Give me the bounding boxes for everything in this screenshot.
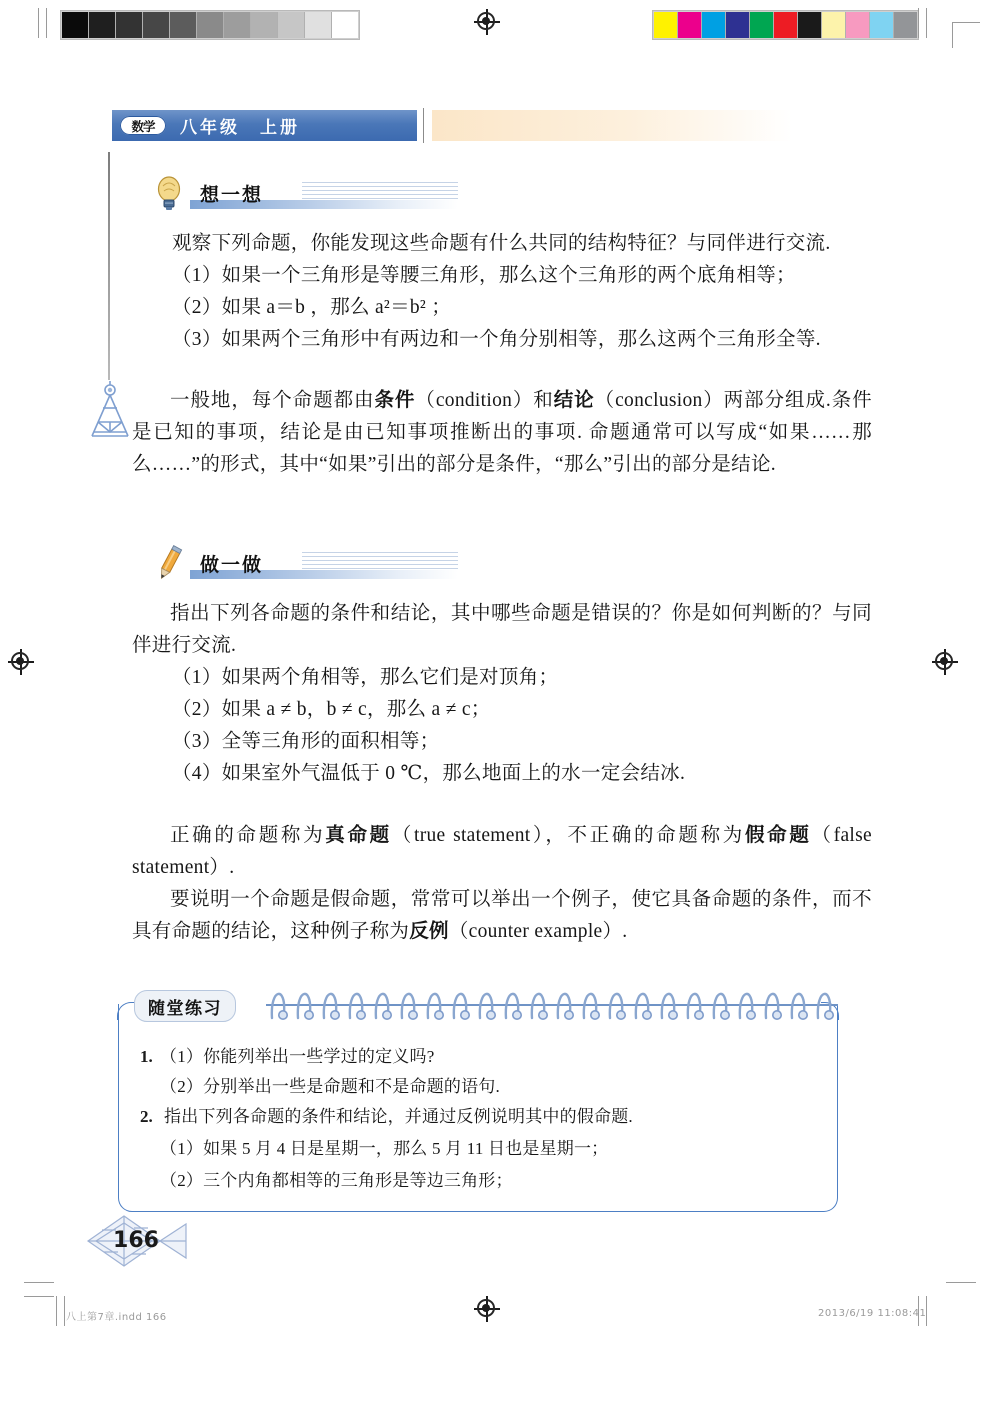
color-swatch-9 xyxy=(870,12,894,38)
print-footer xyxy=(0,1300,1000,1340)
print-calibration-strip xyxy=(0,0,1000,50)
crop-corner-h-bottom-right xyxy=(946,1282,976,1283)
margin-rule xyxy=(108,152,110,380)
footer-timestamp: 2013/6/19 11:08:41 xyxy=(818,1308,927,1319)
definition-tail: 两部分组成.条件是已知的事项，结论是由已知事项推断出的事项. 命题通常可以写成“如果……那么……”的形式，其中“如果”引出的部分是条件，“那么”引出的部分是结论. xyxy=(132,390,872,475)
exercise-2-line-2: （1）如果 5 月 4 日是星期一，那么 5 月 11 日也是星期一； xyxy=(160,1139,609,1158)
truefalse-lead: 正确的命题称为 xyxy=(170,825,326,846)
do-intro-text: 指出下列各命题的条件和结论，其中哪些命题是错误的？你是如何判断的？与同伴进行交流. xyxy=(132,603,872,656)
term-conclusion: 结论 xyxy=(553,390,595,411)
term-counter-example: 反例 xyxy=(409,921,449,942)
crop-corner-h-bottom-left-2 xyxy=(24,1296,54,1297)
color-swatch-4 xyxy=(750,12,774,38)
page-number: 166 xyxy=(113,1228,159,1253)
think-intro-text: 观察下列命题，你能发现这些命题有什么共同的结构特征？与同伴进行交流. xyxy=(172,233,831,254)
definition-paragraph xyxy=(132,385,872,481)
exercise-1-line-2: （2）分别举出一些是命题和不是命题的语句. xyxy=(160,1077,500,1096)
crop-corner-v-right xyxy=(952,22,953,48)
grayscale-swatch-2 xyxy=(116,12,143,38)
do-item-2-text: （2）如果 a ≠ b，b ≠ c，那么 a ≠ c； xyxy=(172,699,491,720)
definition-lead: 一般地，每个命题都由 xyxy=(170,390,375,411)
compass-tool-icon xyxy=(84,378,136,440)
section-label-think: 想一想 xyxy=(200,184,264,206)
grayscale-swatch-4 xyxy=(170,12,197,38)
term-condition-en: （condition） xyxy=(415,390,534,411)
grayscale-swatch-1 xyxy=(89,12,116,38)
do-item-4-text: （4）如果室外气温低于 0 ℃，那么地面上的水一定会结冰. xyxy=(172,763,686,784)
footer-file-label: 八上第7章.indd 166 xyxy=(66,1312,167,1323)
grayscale-calibration-bar xyxy=(60,10,360,40)
pencil-icon xyxy=(152,544,186,582)
do-item-1 xyxy=(172,662,558,694)
grayscale-swatch-0 xyxy=(62,12,89,38)
exercise-2-line-3: （2）三个内角都相等的三角形是等边三角形； xyxy=(160,1171,513,1190)
page-title: 八年级 上册 xyxy=(180,118,300,138)
definition-mid: 和 xyxy=(533,390,554,411)
color-swatch-2 xyxy=(702,12,726,38)
term-true-statement-en: （true statement） xyxy=(391,825,546,846)
think-item-3-text: （3）如果两个三角形中有两边和一个角分别相等，那么这两个三角形全等. xyxy=(172,329,821,350)
term-conclusion-en: （conclusion） xyxy=(594,390,724,411)
grayscale-swatch-5 xyxy=(197,12,224,38)
crop-rule-left-2 xyxy=(46,8,47,38)
color-calibration-bar xyxy=(652,10,919,40)
crop-rule-right-2 xyxy=(926,8,927,38)
do-item-3-text: （3）全等三角形的面积相等； xyxy=(172,731,440,752)
subject-badge: 数学 xyxy=(120,116,166,135)
color-swatch-1 xyxy=(678,12,702,38)
grayscale-swatch-7 xyxy=(251,12,278,38)
crop-corner-h-right xyxy=(952,22,980,23)
heading-stripes-do xyxy=(302,552,458,570)
color-swatch-10 xyxy=(894,12,917,38)
heading-stripes xyxy=(302,182,458,200)
banner-accent-bar xyxy=(432,110,792,141)
color-swatch-3 xyxy=(726,12,750,38)
color-swatch-0 xyxy=(654,12,678,38)
textbook-page xyxy=(0,60,1000,1280)
grayscale-swatch-9 xyxy=(305,12,332,38)
truefalse-mid: ，不正确的命题称为 xyxy=(545,825,745,846)
term-condition: 条件 xyxy=(374,390,416,411)
crop-rule-left xyxy=(38,8,39,38)
exercise-1-line-1: （1）你能列举出一些学过的定义吗? xyxy=(160,1047,435,1066)
crop-corner-h-bottom-left xyxy=(24,1282,54,1283)
truefalse-paragraph xyxy=(132,820,872,884)
color-swatch-6 xyxy=(798,12,822,38)
color-swatch-8 xyxy=(846,12,870,38)
term-true-statement: 真命题 xyxy=(325,825,392,846)
banner-divider xyxy=(423,108,424,143)
exercise-2-number: 2. xyxy=(140,1107,153,1126)
do-item-1-text: （1）如果两个角相等，那么它们是对顶角； xyxy=(172,667,559,688)
grayscale-swatch-8 xyxy=(278,12,305,38)
grayscale-swatch-6 xyxy=(224,12,251,38)
spiral-binding-rings-icon xyxy=(266,982,838,1028)
think-item-1-text: （1）如果一个三角形是等腰三角形，那么这个三角形的两个底角相等； xyxy=(172,265,796,286)
practice-box xyxy=(118,990,838,1212)
color-swatch-7 xyxy=(822,12,846,38)
page-header-banner xyxy=(112,110,417,141)
registration-mark-top-icon xyxy=(474,9,500,35)
lightbulb-icon xyxy=(152,174,186,212)
term-false-statement: 假命题 xyxy=(744,825,812,846)
term-false-statement-en: （false statement）. xyxy=(132,825,872,878)
practice-tab-label: 随堂练习 xyxy=(134,990,236,1022)
think-item-1 xyxy=(172,260,796,292)
section-label-do: 做一做 xyxy=(200,554,264,576)
exercise-2-line-1: 指出下列各命题的条件和结论，并通过反例说明其中的假命题. xyxy=(164,1107,633,1126)
think-item-2-text: （2）如果 a＝b ，那么 a²＝b² ； xyxy=(172,297,452,318)
section-heading-think xyxy=(152,178,472,218)
grayscale-swatch-10 xyxy=(332,12,358,38)
section-heading-do xyxy=(152,548,472,588)
counterexample-paragraph xyxy=(132,884,872,948)
crop-rule-right xyxy=(918,8,919,38)
do-item-4 xyxy=(172,758,685,790)
do-item-2 xyxy=(172,694,491,726)
color-swatch-5 xyxy=(774,12,798,38)
do-item-3 xyxy=(172,726,439,758)
think-item-2 xyxy=(172,292,451,324)
term-counter-example-en: （counter example）. xyxy=(448,921,628,942)
counter-lead: 要说明一个命题是假命题，常常可以举出一个例子，使它具备命题的条件，而不具有命题的结论，这种例子称为 xyxy=(132,889,872,942)
exercise-1-number: 1. xyxy=(140,1047,153,1066)
think-item-3 xyxy=(172,324,821,356)
grayscale-swatch-3 xyxy=(143,12,170,38)
